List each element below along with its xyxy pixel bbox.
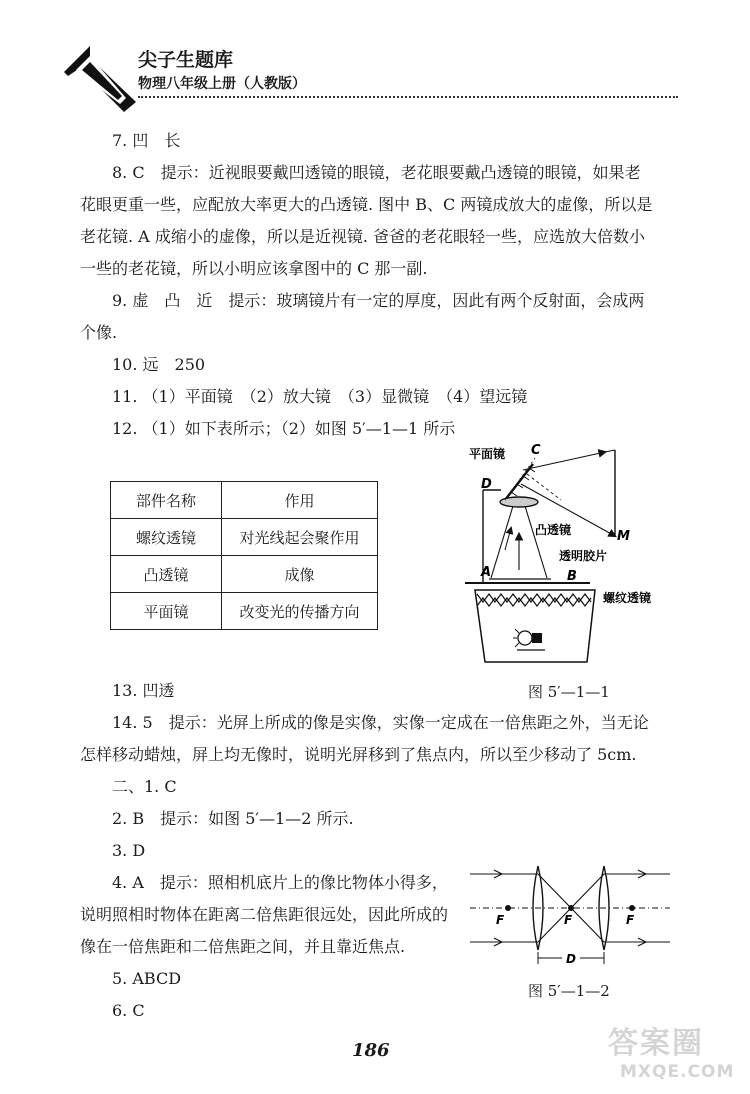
- table-header-row: [111, 482, 378, 519]
- answer-14-line1: 14. 5 提示：光屏上所成的像是实像，实像一定成在一倍焦距之外，当无论: [112, 713, 649, 732]
- header-title: 尖子生题库: [138, 49, 234, 71]
- header-subtitle: 物理八年级上册（人教版）: [138, 76, 306, 92]
- answer-9-line1: 9. 虚 凸 近 提示：玻璃镜片有一定的厚度，因此有两个反射面，会成两: [112, 291, 645, 310]
- label-f-mid: F: [564, 913, 573, 927]
- section2-answer-2: 2. B 提示：如图 5′—1—2 所示.: [112, 809, 354, 828]
- section2-answer-4-line3: 像在一倍焦距和二倍焦距之间，并且靠近焦点.: [80, 937, 406, 956]
- watermark-url: MXQE.COM: [620, 1062, 735, 1082]
- section2-answer-1: 二、1. C: [112, 777, 177, 796]
- label-d: D: [481, 477, 492, 492]
- table-cell: 成像: [222, 556, 378, 593]
- table-cell: 平面镜: [111, 593, 222, 630]
- answer-12: 12. （1）如下表所示；（2）如图 5′—1—1 所示: [112, 419, 456, 438]
- page-number: 186: [352, 1040, 390, 1061]
- table-cell: 螺纹透镜: [111, 519, 222, 556]
- answer-14-line2: 怎样移动蜡烛，屏上均无像时，说明光屏移到了焦点内，所以至少移动了 5cm.: [80, 745, 637, 764]
- label-m: M: [617, 529, 630, 544]
- answer-7: 7. 凹 长: [112, 131, 181, 150]
- table-row: [111, 519, 378, 556]
- label-a: A: [481, 565, 492, 580]
- label-d: D: [566, 952, 576, 966]
- section2-answer-4-line2: 说明照相时物体在距离二倍焦距很远处，因此所成的: [80, 905, 449, 924]
- answer-8-line3: 老花镜. A 成缩小的虚像，所以是近视镜. 爸爸的老花眼轻一些，应选放大倍数小: [80, 227, 645, 246]
- label-fresnel: 螺纹透镜: [603, 591, 652, 605]
- table-header-cell: 部件名称: [111, 482, 222, 519]
- figure-two-lenses: [470, 860, 670, 970]
- label-film: 透明胶片: [559, 549, 608, 563]
- answer-8-line2: 花眼更重一些，应配放大率更大的凸透镜. 图中 B、C 两镜成放大的虚像，所以是: [80, 195, 653, 214]
- figure-projector: [455, 440, 680, 675]
- section2-answer-3: 3. D: [112, 841, 146, 860]
- table-row: [111, 593, 378, 630]
- answer-9-line2: 个像.: [80, 323, 118, 342]
- label-mirror: 平面镜: [469, 447, 506, 461]
- header-divider: [138, 96, 678, 98]
- table-cell: 凸透镜: [111, 556, 222, 593]
- figure1-caption: 图 5′—1—1: [528, 683, 610, 701]
- label-b: B: [567, 569, 577, 584]
- section2-answer-5: 5. ABCD: [112, 969, 182, 988]
- table-cell: 对光线起会聚作用: [222, 519, 378, 556]
- answer-10: 10. 远 250: [112, 355, 206, 374]
- parts-table: [110, 481, 378, 630]
- answer-8-line1: 8. C 提示：近视眼要戴凹透镜的眼镜，老花眼要戴凸透镜的眼镜，如果老: [112, 163, 641, 182]
- arrow-logo-icon: [62, 44, 140, 114]
- label-f-right: F: [626, 913, 635, 927]
- figure2-caption: 图 5′—1—2: [528, 982, 610, 1000]
- watermark-logo: 答案圈: [608, 1026, 704, 1061]
- table-header-cell: 作用: [222, 482, 378, 519]
- table-row: [111, 556, 378, 593]
- section2-answer-6: 6. C: [112, 1001, 145, 1020]
- section2-answer-4-line1: 4. A 提示：照相机底片上的像比物体小得多，: [112, 873, 448, 892]
- label-convex: 凸透镜: [535, 523, 572, 537]
- answer-13: 13. 凹透: [112, 681, 175, 700]
- table-cell: 改变光的传播方向: [222, 593, 378, 630]
- label-f-left: F: [496, 913, 505, 927]
- answer-8-line4: 一些的老花镜，所以小明应该拿图中的 C 那一副.: [80, 259, 428, 278]
- label-c: C: [531, 443, 541, 458]
- answer-11: 11. （1）平面镜 （2）放大镜 （3）显微镜 （4）望远镜: [112, 387, 528, 406]
